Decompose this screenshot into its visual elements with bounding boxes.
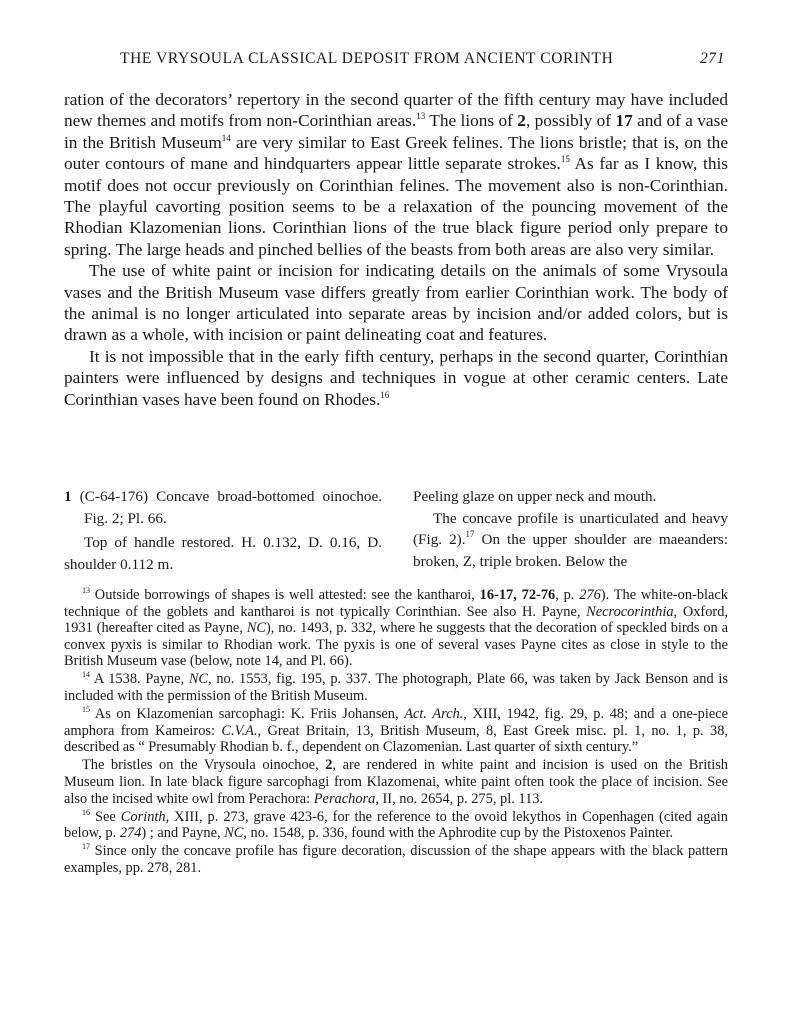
paragraph-3: It is not impossible that in the early fifth century, perhaps in the second quarter, Corinthian painters were influenced by designs and techniques in vogue at other ceramic centers. Late Corinthian vases have been found on Rhodes.$^{16}$ bbox=[64, 346, 728, 409]
catalog-ref-17: 17 bbox=[615, 111, 633, 131]
catalog-entry-heading: 1 (C-64-176) Concave broad-bottomed oinochoe. Fig. 2; Pl. 66. bbox=[64, 488, 382, 527]
footnote-ref-15[interactable]: 15 bbox=[560, 154, 570, 165]
catalog-right-column bbox=[413, 486, 728, 572]
footnote-15-continued: The bristles on the Vrysoula oinochoe, 2, are rendered in white paint and incision is used on the British Museum lion. In late black figure sarcophagi from Klazomenai, white paint often took the place of incision. See also the incised white owl from Perachora: Perachora, II, no. 2654, p. 275, pl. 113. bbox=[64, 757, 728, 807]
page-number: 271 bbox=[699, 50, 725, 67]
running-title: THE VRYSOULA CLASSICAL DEPOSIT FROM ANCIENT CORINTH bbox=[120, 50, 614, 67]
catalog-left-column bbox=[64, 486, 382, 575]
catalog-profile-note: The concave profile is unarticulated and heavy (Fig. 2).$^{17}$ On the upper shoulder are maeanders: broken, Z, triple broken. Below the bbox=[413, 509, 728, 570]
paragraph-2: The use of white paint or incision for indicating details on the animals of some Vrysoula vases and the British Museum vase differs greatly from earlier Corinthian work. The body of the animal is no longer articulated into separate areas by incision and/or added colors, but is drawn as a whole, with incision or paint delineating coat and features. bbox=[64, 261, 728, 345]
paragraph-1: ration of the decorators’ repertory in the second quarter of the fifth century may have included new themes and motifs from non-Corinthian areas.$^{13}$ The lions of 2, possibly of 17 and of a vase in the British Museum$^{14}$ are very similar to East Greek felines. The lions bristle; that is, on the outer contours of mane and hindquarters appear little separate strokes.$^{15}$ As far as I know, this motif does not occur previously on Corinthian felines. The movement also is non-Corinthian. The playful cavorting position seems to be a relaxation of the pouncing movement of the Rhodian Klazomenian lions. Corinthian lions of the true black figure period only prepare to spring. The large heads and pinched bellies of the beasts from both areas are also very similar. bbox=[64, 90, 728, 259]
catalog-glaze-note: Peeling glaze on upper neck and mouth. bbox=[413, 488, 657, 505]
catalog-entry-number: 1 bbox=[64, 488, 72, 505]
footnote-17: $^{17}$ Since only the concave profile has figure decoration, discussion of the shape appears with the black pattern examples, pp. 278, 281. bbox=[64, 842, 728, 876]
catalog-ref-2: 2 bbox=[517, 111, 526, 131]
catalog-entry-description: Top of handle restored. H. 0.132, D. 0.16, D. shoulder 0.112 m. bbox=[64, 534, 382, 573]
footnotes bbox=[64, 587, 728, 878]
footnote-ref-13[interactable]: 13 bbox=[416, 111, 426, 122]
footnote-15: $^{15}$ As on Klazomenian sarcophagi: K. Friis Johansen, Act. Arch., XIII, 1942, fig. 29, p. 48; and a one-piece amphora from Kameiros: C.V.A., Great Britain, 13, British Museum, 8, East Greek misc. pl. 1, no. 1, p. 38, described as “ Presumably Rhodian b. f., dependent on Clazomenian. Last quarter of sixth century.” bbox=[64, 705, 728, 756]
footnote-ref-14[interactable]: 14 bbox=[221, 132, 231, 143]
footnote-16: $^{16}$ See Corinth, XIII, p. 273, grave 423-6, for the reference to the ovoid lekythos in Copenhagen (cited again below, p. 274) ; and Payne, NC, no. 1548, p. 336, found with the Aphrodite cup by the Pistoxenos Painter. bbox=[64, 807, 728, 842]
footnote-ref-17[interactable]: 17 bbox=[465, 529, 475, 539]
footnote-ref-16[interactable]: 16 bbox=[380, 389, 390, 400]
footnote-13: $^{13}$ Outside borrowings of shapes is well attested: see the kantharoi, 16-17, 72-76, p. 276). The white-on-black technique of the goblets and kantharoi is not typically Corinthian. See also H. Payne, Necrocorinthia, Oxford, 1931 (hereafter cited as Payne, NC), no. 1493, p. 332, where he suggests that the decoration of speckled birds on a convex pyxis is similar to Rhodian work. The pyxis is one of several vases Payne cites as close in style to the British Museum vase (below, note 14, and Pl. 66). bbox=[64, 586, 729, 670]
footnote-14: $^{14}$ A 1538. Payne, NC, no. 1553, fig. 195, p. 337. The photograph, Plate 66, was taken by Jack Benson and is included with the permission of the British Museum. bbox=[64, 670, 728, 705]
body-text bbox=[64, 89, 728, 410]
